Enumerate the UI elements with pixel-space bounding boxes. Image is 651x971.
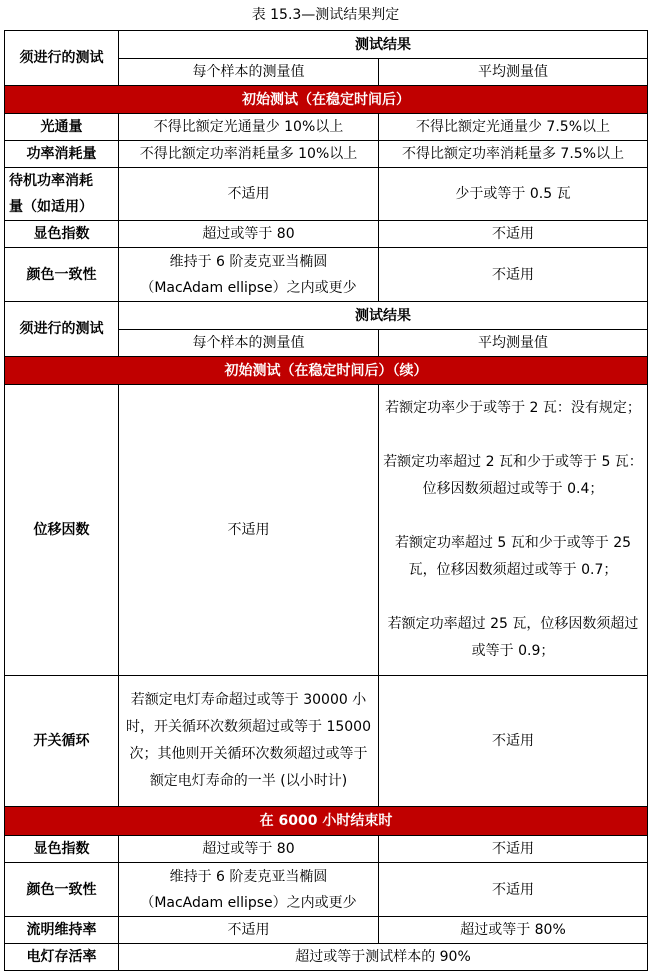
header-results-group: 测试结果 — [119, 302, 648, 330]
row-per-sample: 若额定电灯寿命超过或等于 30000 小时，开关循环次数须超过或等于 15000 次；其他则开关循环次数须超过或等于额定电灯寿命的一半 (以小时计) — [119, 676, 379, 807]
table-caption: 表 15.3—测试结果判定 — [251, 7, 400, 23]
row-per-sample — [119, 248, 379, 302]
section-band-label: 初始测试（在稳定时间后）（续） — [5, 357, 648, 385]
table-row — [5, 141, 648, 168]
row-test-name: 颜色一致性 — [5, 863, 119, 917]
header-test-col: 须进行的测试 — [5, 302, 119, 357]
row-per-sample: 超过或等于 80 — [119, 836, 379, 863]
table-row — [5, 221, 648, 248]
row-per-sample-line: （MacAdam ellipse）之内或更少 — [140, 279, 357, 296]
row-test-name: 位移因数 — [5, 385, 119, 676]
row-test-name: 显色指数 — [5, 221, 119, 248]
row-average: 不适用 — [379, 836, 648, 863]
row-per-sample-line: 维持于 6 阶麦克亚当椭圆 — [169, 253, 328, 270]
table-row — [5, 168, 648, 221]
condition-paragraph: 若额定功率超过 2 瓦和少于或等于 5 瓦：位移因数须超过或等于 0.4； — [383, 454, 643, 497]
row-merged-value: 超过或等于测试样本的 90% — [119, 944, 648, 971]
header-average: 平均测量值 — [379, 59, 648, 86]
test-results-table — [4, 30, 648, 971]
row-test-name: 电灯存活率 — [5, 944, 119, 971]
row-average — [379, 385, 648, 676]
row-per-sample: 不适用 — [119, 917, 379, 944]
row-average: 少于或等于 0.5 瓦 — [379, 168, 648, 221]
row-average: 不适用 — [379, 248, 648, 302]
row-test-name: 功率消耗量 — [5, 141, 119, 168]
table-row — [5, 836, 648, 863]
section-band-label: 初始测试（在稳定时间后） — [5, 86, 648, 114]
row-per-sample: 超过或等于 80 — [119, 221, 379, 248]
section-band — [5, 86, 648, 114]
header-row — [5, 302, 648, 330]
row-per-sample: 不适用 — [119, 385, 379, 676]
row-per-sample: 不得比额定光通量少 10%以上 — [119, 114, 379, 141]
row-average: 超过或等于 80% — [379, 917, 648, 944]
row-average: 不适用 — [379, 221, 648, 248]
header-per-sample: 每个样本的测量值 — [119, 59, 379, 86]
condition-paragraph: 若额定功率少于或等于 2 瓦：没有规定； — [385, 400, 641, 416]
condition-paragraph: 若额定功率超过 5 瓦和少于或等于 25 瓦，位移因数须超过或等于 0.7； — [394, 535, 632, 578]
row-test-name: 光通量 — [5, 114, 119, 141]
section-band — [5, 807, 648, 836]
table-row — [5, 248, 648, 302]
table-row — [5, 385, 648, 676]
row-average: 不得比额定功率消耗量多 7.5%以上 — [379, 141, 648, 168]
row-test-name: 颜色一致性 — [5, 248, 119, 302]
table-row — [5, 863, 648, 917]
header-results-group: 测试结果 — [119, 31, 648, 59]
row-per-sample — [119, 863, 379, 917]
header-per-sample: 每个样本的测量值 — [119, 330, 379, 357]
row-per-sample: 不适用 — [119, 168, 379, 221]
row-average: 不适用 — [379, 863, 648, 917]
row-average: 不适用 — [379, 676, 648, 807]
row-per-sample: 不得比额定功率消耗量多 10%以上 — [119, 141, 379, 168]
section-band — [5, 357, 648, 385]
table-row — [5, 114, 648, 141]
row-test-name: 开关循环 — [5, 676, 119, 807]
table-row — [5, 944, 648, 971]
condition-paragraph: 若额定功率超过 25 瓦，位移因数须超过或等于 0.9； — [387, 616, 639, 659]
section-band-label: 在 6000 小时结束时 — [5, 807, 648, 836]
row-test-name-line: 量（如适用） — [9, 199, 93, 215]
header-row — [5, 31, 648, 59]
header-average: 平均测量值 — [379, 330, 648, 357]
row-per-sample-line: （MacAdam ellipse）之内或更少 — [140, 894, 357, 911]
header-test-col: 须进行的测试 — [5, 31, 119, 86]
row-average: 不得比额定光通量少 7.5%以上 — [379, 114, 648, 141]
table-row — [5, 676, 648, 807]
table-row — [5, 917, 648, 944]
row-test-name — [5, 168, 119, 221]
row-per-sample-line: 维持于 6 阶麦克亚当椭圆 — [169, 868, 328, 885]
row-test-name: 显色指数 — [5, 836, 119, 863]
row-test-name: 流明维持率 — [5, 917, 119, 944]
row-test-name-line: 待机功率消耗 — [9, 173, 93, 189]
